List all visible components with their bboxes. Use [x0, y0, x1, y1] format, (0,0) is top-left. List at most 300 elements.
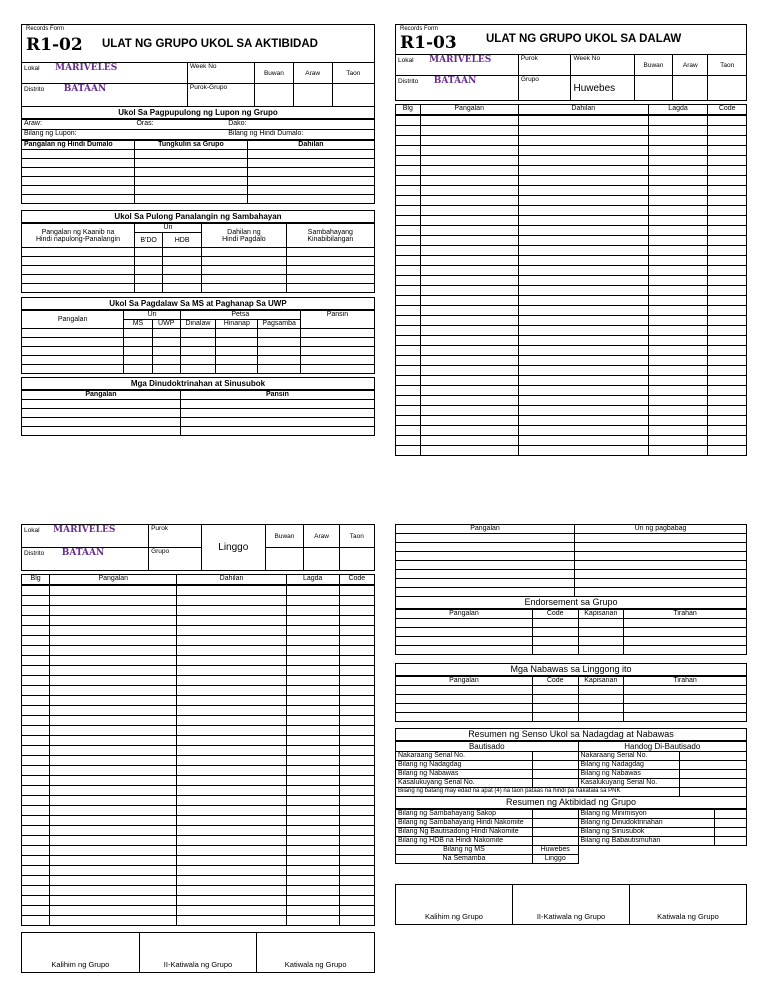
table-cell[interactable]	[518, 196, 648, 206]
table-cell[interactable]	[50, 916, 177, 926]
table-cell[interactable]	[708, 236, 747, 246]
table-cell[interactable]	[648, 416, 708, 426]
table-cell[interactable]	[177, 626, 286, 636]
table-cell[interactable]	[50, 836, 177, 846]
table-cell[interactable]	[286, 676, 339, 686]
table-cell[interactable]	[286, 846, 339, 856]
table-cell[interactable]	[339, 696, 374, 706]
table-cell[interactable]	[286, 896, 339, 906]
table-cell[interactable]	[708, 396, 747, 406]
table-cell[interactable]	[22, 646, 50, 656]
table-cell[interactable]	[22, 696, 50, 706]
table-cell[interactable]	[420, 346, 518, 356]
table-cell[interactable]	[50, 696, 177, 706]
table-cell[interactable]	[518, 376, 648, 386]
table-cell[interactable]	[396, 386, 421, 396]
table-cell[interactable]	[396, 366, 421, 376]
table-cell[interactable]	[339, 806, 374, 816]
table-cell[interactable]	[518, 176, 648, 186]
table-cell[interactable]	[22, 606, 50, 616]
table-cell[interactable]	[708, 206, 747, 216]
table-cell[interactable]	[50, 806, 177, 816]
table-cell[interactable]	[420, 296, 518, 306]
table-cell[interactable]	[708, 356, 747, 366]
table-cell[interactable]	[286, 726, 339, 736]
table-cell[interactable]	[708, 136, 747, 146]
table-cell[interactable]	[177, 916, 286, 926]
table-cell[interactable]	[518, 306, 648, 316]
table-cell[interactable]	[648, 146, 708, 156]
table-cell[interactable]	[286, 756, 339, 766]
table-cell[interactable]	[50, 586, 177, 596]
table-cell[interactable]	[339, 766, 374, 776]
table-cell[interactable]	[22, 876, 50, 886]
table-cell[interactable]	[648, 356, 708, 366]
table-cell[interactable]	[518, 166, 648, 176]
table-cell[interactable]	[22, 676, 50, 686]
table-cell[interactable]	[396, 416, 421, 426]
table-cell[interactable]	[708, 186, 747, 196]
table-cell[interactable]	[177, 616, 286, 626]
table-cell[interactable]	[339, 606, 374, 616]
table-cell[interactable]	[518, 156, 648, 166]
table-cell[interactable]	[648, 226, 708, 236]
table-cell[interactable]	[648, 176, 708, 186]
table-cell[interactable]	[339, 706, 374, 716]
table-cell[interactable]	[22, 906, 50, 916]
table-cell[interactable]	[396, 196, 421, 206]
table-cell[interactable]	[286, 806, 339, 816]
table-cell[interactable]	[22, 636, 50, 646]
table-cell[interactable]	[420, 436, 518, 446]
table-cell[interactable]	[22, 776, 50, 786]
table-cell[interactable]	[286, 736, 339, 746]
table-cell[interactable]	[518, 426, 648, 436]
table-cell[interactable]	[339, 646, 374, 656]
table-cell[interactable]	[286, 816, 339, 826]
table-cell[interactable]	[518, 446, 648, 456]
table-cell[interactable]	[708, 426, 747, 436]
table-cell[interactable]	[50, 676, 177, 686]
table-cell[interactable]	[22, 896, 50, 906]
table-cell[interactable]	[339, 756, 374, 766]
table-cell[interactable]	[708, 316, 747, 326]
table-cell[interactable]	[286, 596, 339, 606]
table-cell[interactable]	[50, 796, 177, 806]
table-cell[interactable]	[648, 266, 708, 276]
table-cell[interactable]	[420, 196, 518, 206]
table-cell[interactable]	[518, 316, 648, 326]
table-cell[interactable]	[518, 206, 648, 216]
table-cell[interactable]	[648, 206, 708, 216]
table-cell[interactable]	[339, 686, 374, 696]
table-cell[interactable]	[286, 766, 339, 776]
table-cell[interactable]	[708, 416, 747, 426]
table-cell[interactable]	[648, 426, 708, 436]
table-cell[interactable]	[22, 816, 50, 826]
table-cell[interactable]	[50, 756, 177, 766]
table-cell[interactable]	[177, 866, 286, 876]
table-cell[interactable]	[50, 746, 177, 756]
table-cell[interactable]	[339, 776, 374, 786]
table-cell[interactable]	[518, 186, 648, 196]
table-cell[interactable]	[177, 796, 286, 806]
table-cell[interactable]	[339, 796, 374, 806]
table-cell[interactable]	[177, 826, 286, 836]
table-cell[interactable]	[648, 316, 708, 326]
table-cell[interactable]	[286, 686, 339, 696]
table-cell[interactable]	[177, 666, 286, 676]
table-cell[interactable]	[708, 446, 747, 456]
table-cell[interactable]	[50, 596, 177, 606]
table-cell[interactable]	[286, 876, 339, 886]
table-cell[interactable]	[518, 146, 648, 156]
table-cell[interactable]	[420, 216, 518, 226]
table-cell[interactable]	[177, 696, 286, 706]
table-cell[interactable]	[50, 656, 177, 666]
table-cell[interactable]	[420, 156, 518, 166]
table-cell[interactable]	[50, 686, 177, 696]
table-cell[interactable]	[50, 736, 177, 746]
table-cell[interactable]	[420, 426, 518, 436]
table-cell[interactable]	[177, 646, 286, 656]
table-cell[interactable]	[396, 256, 421, 266]
table-cell[interactable]	[396, 286, 421, 296]
table-cell[interactable]	[708, 366, 747, 376]
table-cell[interactable]	[22, 856, 50, 866]
table-cell[interactable]	[286, 606, 339, 616]
table-cell[interactable]	[518, 366, 648, 376]
table-cell[interactable]	[177, 786, 286, 796]
table-cell[interactable]	[396, 186, 421, 196]
table-cell[interactable]	[648, 116, 708, 126]
table-cell[interactable]	[708, 196, 747, 206]
table-cell[interactable]	[708, 266, 747, 276]
table-cell[interactable]	[396, 216, 421, 226]
table-cell[interactable]	[177, 766, 286, 776]
table-cell[interactable]	[708, 306, 747, 316]
table-cell[interactable]	[518, 386, 648, 396]
table-cell[interactable]	[22, 886, 50, 896]
table-cell[interactable]	[177, 906, 286, 916]
table-cell[interactable]	[50, 726, 177, 736]
table-cell[interactable]	[420, 126, 518, 136]
table-cell[interactable]	[648, 326, 708, 336]
table-cell[interactable]	[396, 316, 421, 326]
table-cell[interactable]	[339, 586, 374, 596]
table-cell[interactable]	[420, 406, 518, 416]
table-cell[interactable]	[22, 626, 50, 636]
table-cell[interactable]	[420, 266, 518, 276]
table-cell[interactable]	[518, 116, 648, 126]
table-cell[interactable]	[518, 336, 648, 346]
table-cell[interactable]	[518, 416, 648, 426]
table-cell[interactable]	[22, 846, 50, 856]
table-cell[interactable]	[420, 416, 518, 426]
table-cell[interactable]	[420, 326, 518, 336]
table-cell[interactable]	[22, 586, 50, 596]
table-cell[interactable]	[518, 246, 648, 256]
table-cell[interactable]	[396, 266, 421, 276]
table-cell[interactable]	[648, 166, 708, 176]
table-cell[interactable]	[339, 906, 374, 916]
table-cell[interactable]	[396, 376, 421, 386]
table-cell[interactable]	[177, 636, 286, 646]
table-cell[interactable]	[22, 756, 50, 766]
table-cell[interactable]	[648, 276, 708, 286]
table-cell[interactable]	[420, 356, 518, 366]
table-cell[interactable]	[339, 716, 374, 726]
table-cell[interactable]	[708, 156, 747, 166]
table-cell[interactable]	[177, 596, 286, 606]
table-cell[interactable]	[50, 616, 177, 626]
table-cell[interactable]	[286, 886, 339, 896]
table-cell[interactable]	[339, 846, 374, 856]
table-cell[interactable]	[339, 596, 374, 606]
table-cell[interactable]	[396, 326, 421, 336]
table-cell[interactable]	[648, 366, 708, 376]
table-cell[interactable]	[420, 256, 518, 266]
table-cell[interactable]	[708, 146, 747, 156]
table-cell[interactable]	[420, 226, 518, 236]
table-cell[interactable]	[286, 636, 339, 646]
table-cell[interactable]	[708, 326, 747, 336]
table-cell[interactable]	[518, 126, 648, 136]
table-cell[interactable]	[648, 376, 708, 386]
table-cell[interactable]	[420, 386, 518, 396]
table-cell[interactable]	[50, 626, 177, 636]
table-cell[interactable]	[286, 706, 339, 716]
table-cell[interactable]	[22, 716, 50, 726]
table-cell[interactable]	[286, 656, 339, 666]
table-cell[interactable]	[708, 346, 747, 356]
table-cell[interactable]	[339, 726, 374, 736]
table-cell[interactable]	[339, 636, 374, 646]
table-cell[interactable]	[708, 166, 747, 176]
table-cell[interactable]	[518, 406, 648, 416]
table-cell[interactable]	[420, 446, 518, 456]
table-cell[interactable]	[396, 136, 421, 146]
table-cell[interactable]	[22, 686, 50, 696]
table-cell[interactable]	[339, 886, 374, 896]
table-cell[interactable]	[339, 656, 374, 666]
table-cell[interactable]	[177, 816, 286, 826]
table-cell[interactable]	[286, 646, 339, 656]
table-cell[interactable]	[177, 776, 286, 786]
table-cell[interactable]	[648, 186, 708, 196]
table-cell[interactable]	[648, 336, 708, 346]
table-cell[interactable]	[339, 816, 374, 826]
table-cell[interactable]	[286, 696, 339, 706]
table-cell[interactable]	[177, 586, 286, 596]
table-cell[interactable]	[708, 286, 747, 296]
table-cell[interactable]	[518, 346, 648, 356]
table-cell[interactable]	[286, 746, 339, 756]
table-cell[interactable]	[177, 746, 286, 756]
table-cell[interactable]	[648, 346, 708, 356]
table-cell[interactable]	[22, 786, 50, 796]
table-cell[interactable]	[648, 446, 708, 456]
table-cell[interactable]	[396, 116, 421, 126]
table-cell[interactable]	[22, 746, 50, 756]
table-cell[interactable]	[22, 916, 50, 926]
table-cell[interactable]	[50, 896, 177, 906]
table-cell[interactable]	[396, 436, 421, 446]
table-cell[interactable]	[339, 746, 374, 756]
table-cell[interactable]	[177, 656, 286, 666]
table-cell[interactable]	[177, 836, 286, 846]
table-cell[interactable]	[286, 716, 339, 726]
table-cell[interactable]	[420, 396, 518, 406]
table-cell[interactable]	[708, 126, 747, 136]
table-cell[interactable]	[286, 796, 339, 806]
table-cell[interactable]	[420, 176, 518, 186]
table-cell[interactable]	[22, 766, 50, 776]
table-cell[interactable]	[420, 246, 518, 256]
table-cell[interactable]	[50, 786, 177, 796]
table-cell[interactable]	[396, 146, 421, 156]
table-cell[interactable]	[177, 706, 286, 716]
table-cell[interactable]	[286, 916, 339, 926]
table-cell[interactable]	[420, 136, 518, 146]
table-cell[interactable]	[50, 886, 177, 896]
table-cell[interactable]	[518, 396, 648, 406]
table-cell[interactable]	[648, 406, 708, 416]
table-cell[interactable]	[396, 126, 421, 136]
table-cell[interactable]	[286, 826, 339, 836]
table-cell[interactable]	[396, 426, 421, 436]
table-cell[interactable]	[708, 216, 747, 226]
table-cell[interactable]	[286, 906, 339, 916]
table-cell[interactable]	[396, 166, 421, 176]
table-cell[interactable]	[648, 156, 708, 166]
table-cell[interactable]	[339, 896, 374, 906]
table-cell[interactable]	[708, 376, 747, 386]
table-cell[interactable]	[708, 116, 747, 126]
table-cell[interactable]	[518, 296, 648, 306]
table-cell[interactable]	[50, 866, 177, 876]
table-cell[interactable]	[50, 646, 177, 656]
table-cell[interactable]	[22, 866, 50, 876]
table-cell[interactable]	[339, 786, 374, 796]
table-cell[interactable]	[396, 396, 421, 406]
table-cell[interactable]	[339, 676, 374, 686]
table-cell[interactable]	[177, 736, 286, 746]
table-cell[interactable]	[708, 296, 747, 306]
table-cell[interactable]	[50, 826, 177, 836]
table-cell[interactable]	[420, 366, 518, 376]
table-cell[interactable]	[648, 386, 708, 396]
table-cell[interactable]	[339, 876, 374, 886]
table-cell[interactable]	[518, 266, 648, 276]
table-cell[interactable]	[22, 656, 50, 666]
table-cell[interactable]	[396, 206, 421, 216]
table-cell[interactable]	[50, 856, 177, 866]
table-cell[interactable]	[22, 706, 50, 716]
table-cell[interactable]	[518, 276, 648, 286]
table-cell[interactable]	[420, 146, 518, 156]
table-cell[interactable]	[50, 606, 177, 616]
table-cell[interactable]	[648, 286, 708, 296]
table-cell[interactable]	[648, 136, 708, 146]
table-cell[interactable]	[648, 126, 708, 136]
table-cell[interactable]	[708, 386, 747, 396]
table-cell[interactable]	[339, 736, 374, 746]
table-cell[interactable]	[420, 316, 518, 326]
table-cell[interactable]	[22, 616, 50, 626]
table-cell[interactable]	[22, 726, 50, 736]
table-cell[interactable]	[22, 826, 50, 836]
table-cell[interactable]	[396, 406, 421, 416]
table-cell[interactable]	[708, 226, 747, 236]
table-cell[interactable]	[50, 706, 177, 716]
table-cell[interactable]	[177, 876, 286, 886]
table-cell[interactable]	[177, 606, 286, 616]
table-cell[interactable]	[420, 306, 518, 316]
table-cell[interactable]	[518, 256, 648, 266]
table-cell[interactable]	[648, 216, 708, 226]
table-cell[interactable]	[708, 406, 747, 416]
table-cell[interactable]	[339, 856, 374, 866]
table-cell[interactable]	[339, 666, 374, 676]
table-cell[interactable]	[339, 826, 374, 836]
table-cell[interactable]	[648, 436, 708, 446]
table-cell[interactable]	[177, 886, 286, 896]
table-cell[interactable]	[420, 276, 518, 286]
table-cell[interactable]	[396, 156, 421, 166]
table-cell[interactable]	[50, 846, 177, 856]
table-cell[interactable]	[177, 686, 286, 696]
table-cell[interactable]	[286, 866, 339, 876]
table-cell[interactable]	[420, 206, 518, 216]
table-cell[interactable]	[396, 176, 421, 186]
table-cell[interactable]	[518, 326, 648, 336]
table-cell[interactable]	[396, 346, 421, 356]
table-cell[interactable]	[339, 916, 374, 926]
table-cell[interactable]	[648, 306, 708, 316]
table-cell[interactable]	[708, 176, 747, 186]
table-cell[interactable]	[518, 236, 648, 246]
table-cell[interactable]	[396, 306, 421, 316]
table-cell[interactable]	[50, 776, 177, 786]
table-cell[interactable]	[708, 256, 747, 266]
table-cell[interactable]	[50, 666, 177, 676]
table-cell[interactable]	[339, 616, 374, 626]
table-cell[interactable]	[177, 846, 286, 856]
table-cell[interactable]	[420, 286, 518, 296]
table-cell[interactable]	[396, 356, 421, 366]
table-cell[interactable]	[177, 726, 286, 736]
table-cell[interactable]	[286, 786, 339, 796]
table-cell[interactable]	[420, 186, 518, 196]
table-cell[interactable]	[339, 626, 374, 636]
table-cell[interactable]	[708, 276, 747, 286]
table-cell[interactable]	[22, 736, 50, 746]
table-cell[interactable]	[648, 296, 708, 306]
table-cell[interactable]	[396, 226, 421, 236]
table-cell[interactable]	[518, 356, 648, 366]
table-cell[interactable]	[177, 806, 286, 816]
table-cell[interactable]	[708, 246, 747, 256]
table-cell[interactable]	[518, 226, 648, 236]
table-cell[interactable]	[518, 136, 648, 146]
table-cell[interactable]	[518, 436, 648, 446]
table-cell[interactable]	[22, 596, 50, 606]
table-cell[interactable]	[50, 876, 177, 886]
table-cell[interactable]	[22, 796, 50, 806]
table-cell[interactable]	[518, 286, 648, 296]
table-cell[interactable]	[22, 666, 50, 676]
